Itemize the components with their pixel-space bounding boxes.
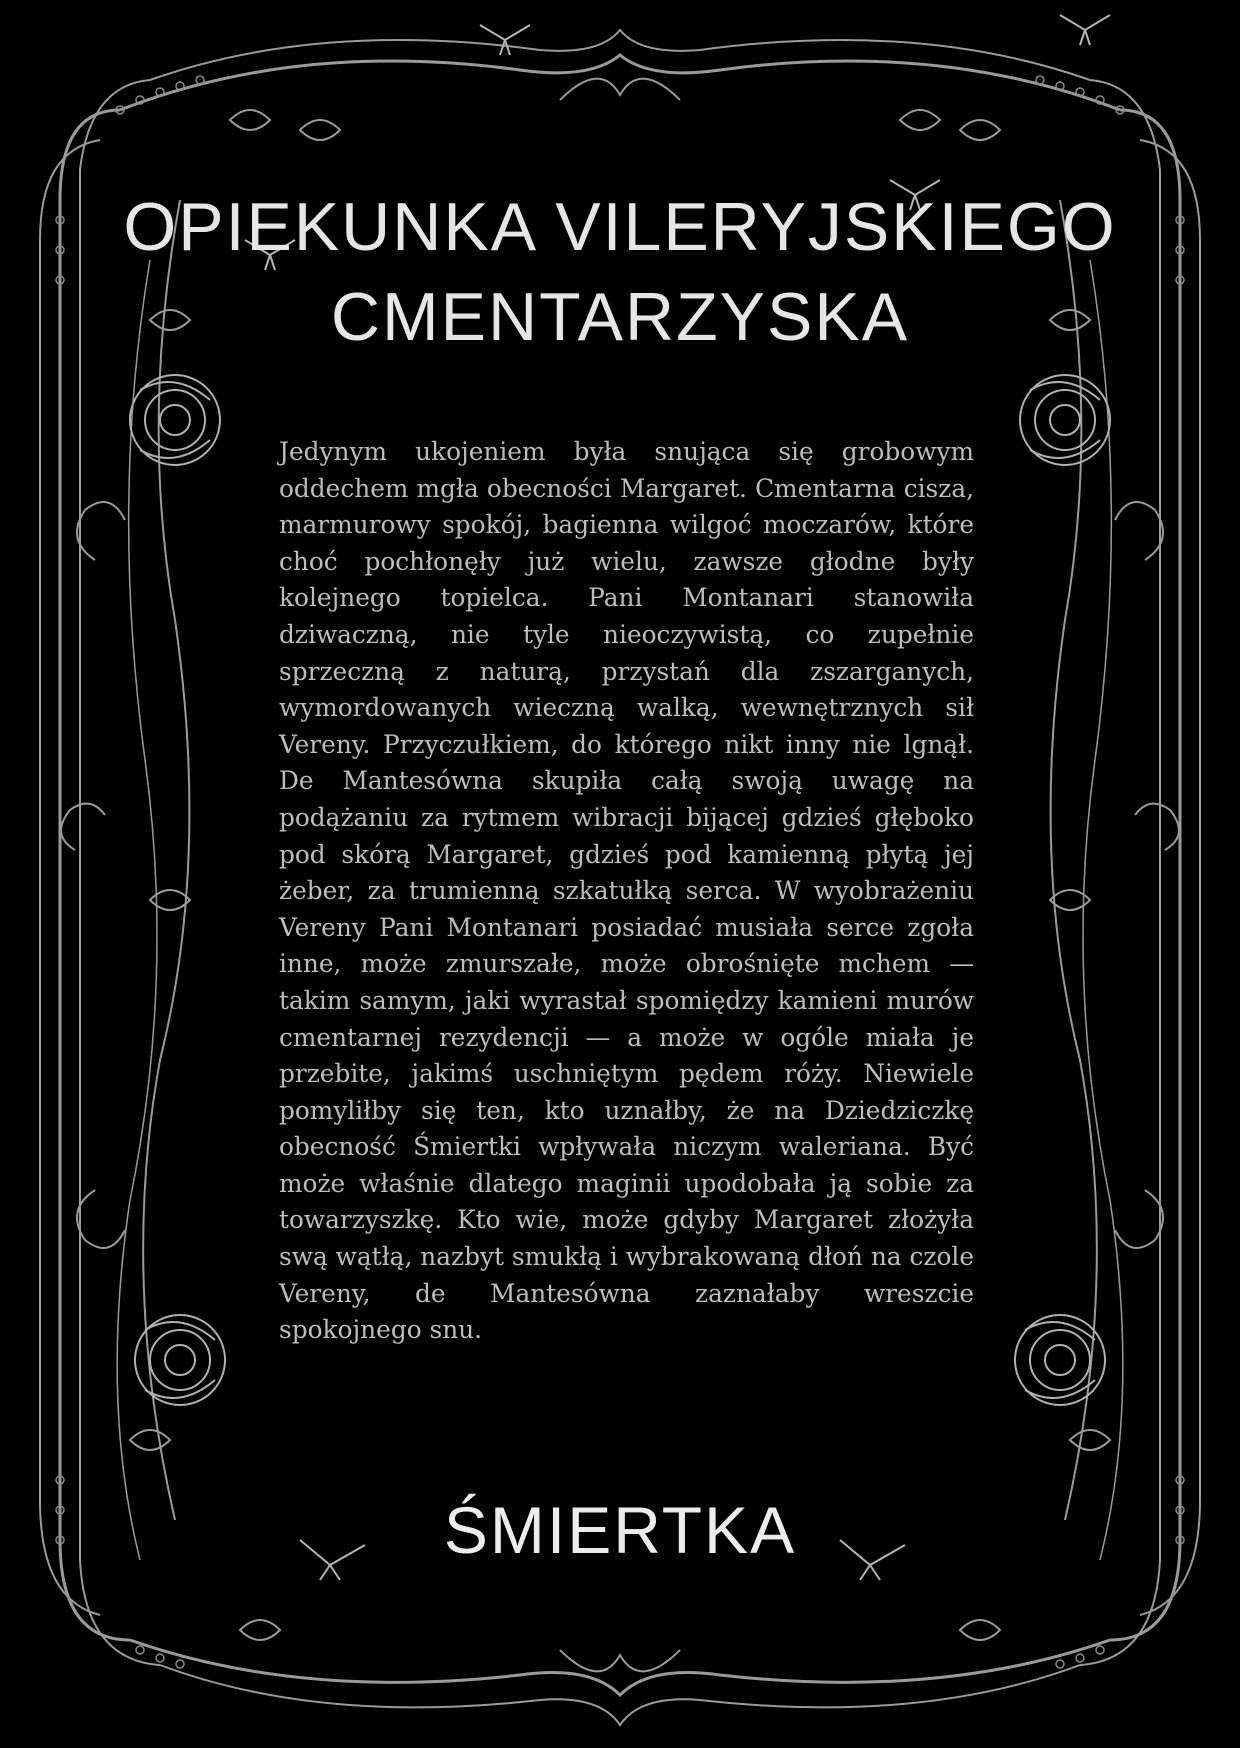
- body-paragraph: Jedynym ukojeniem była snująca się grobowym oddechem mgła obecności Margaret. Cmentarna cisza, marmurowy spokój, bagienna wilgoć moczarów, które choć pochłonęły już wielu, zawsze głodne były kolejnego topielca. Pani Montanari stanowiła dziwaczną, nie tyle nieoczywistą, co zupełnie sprzeczną z naturą, przystań dla zszarganych, wymordowanych wieczną walką, wewnętrznych sił Vereny. Przyczułkiem, do którego nikt inny nie lgnął. De Mantesówna skupiła całą swoją uwagę na podążaniu za rytmem wibracji bijącej gdzieś głęboko pod skórą Margaret, gdzieś pod kamienną płytą jej żeber, za trumienną szkatułką serca. W wyobrażeniu Vereny Pani Montanari posiadać musiała serce zgoła inne, może zmurszałe, może obrośnięte mchem — takim samym, jaki wyrastał spomiędzy kamieni murów cmentarnej rezydencji — a może w ogóle miała je przebite, jakimś uschniętym pędem róży. Niewiele pomyliłby się ten, kto uznałby, że na Dziedziczkę obecność Śmiertki wpływała niczym waleriana. Być może właśnie dlatego maginii upodobała ją sobie za towarzyszkę. Kto wie, może gdyby Margaret złożyła swą wątłą, nazbyt smukłą i wybrakowaną dłoń na czole Vereny, de Mantesówna zaznałaby wreszcie spokojnego snu.: [279, 437, 974, 1345]
- title-line-1: OPIEKUNKA VILERYJSKIEGO: [123, 189, 1117, 265]
- rose-icon: [1020, 375, 1110, 465]
- rose-icon: [130, 375, 220, 465]
- page-title: [0, 182, 1240, 362]
- title-line-2: CMENTARZYSKA: [330, 279, 910, 355]
- signature: ŚMIERTKA: [443, 1493, 797, 1567]
